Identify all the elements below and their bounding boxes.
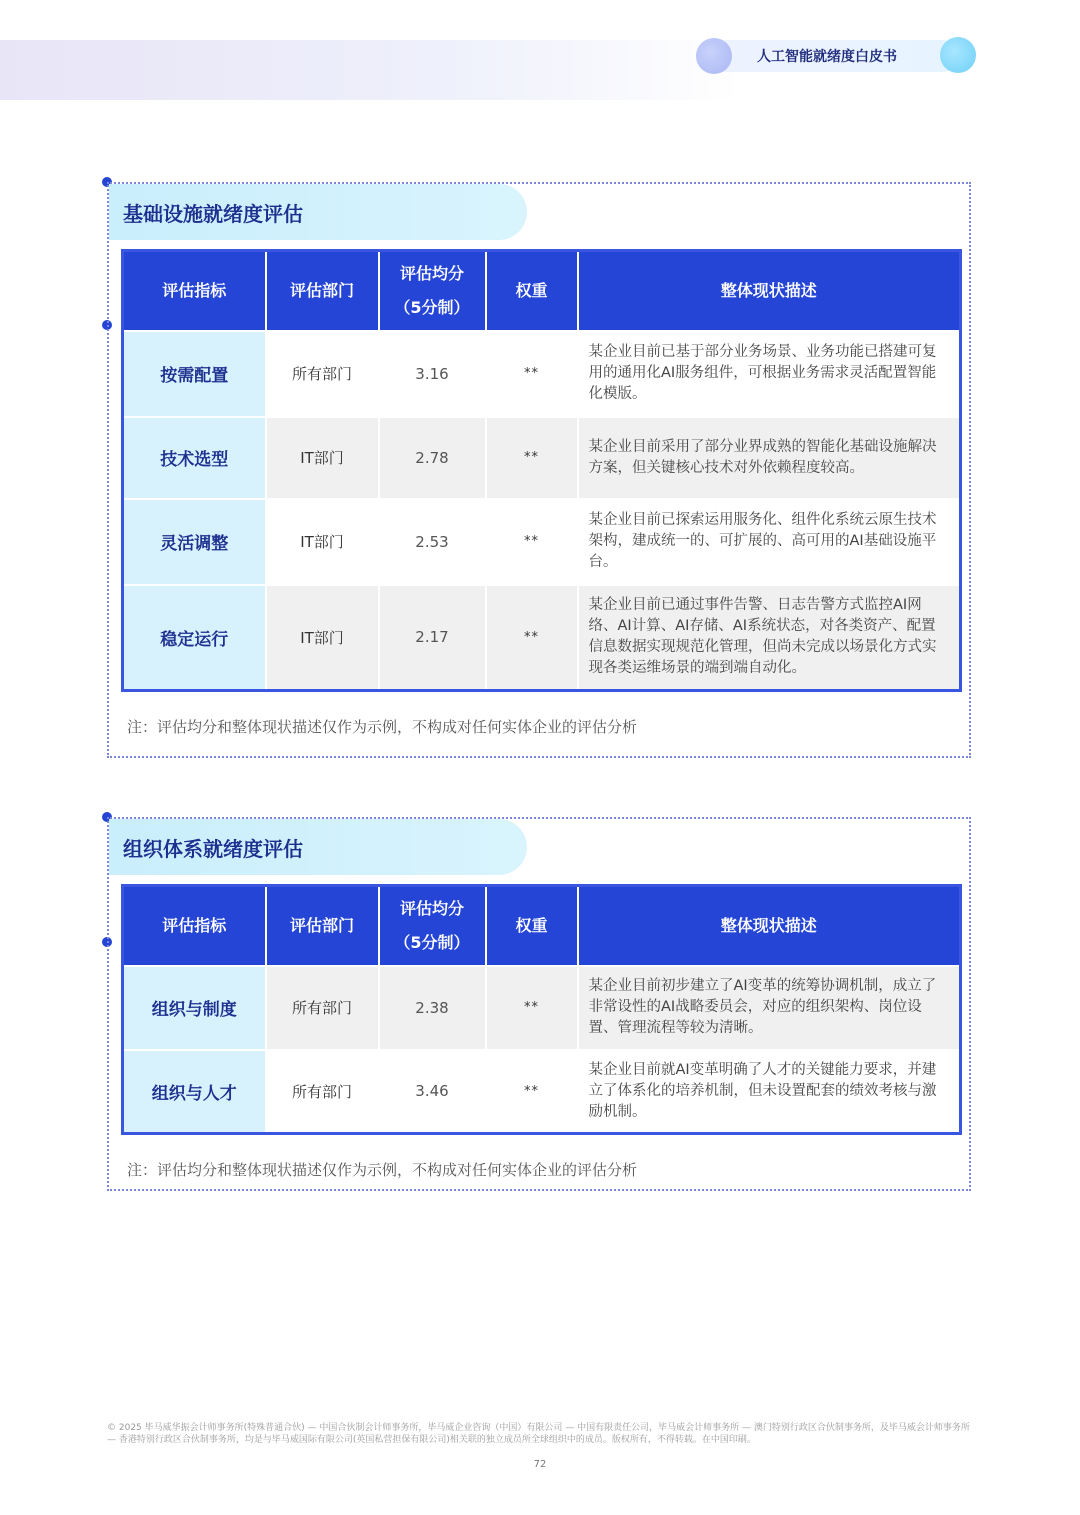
col-score-label: 评估均分 （5分制） [394, 263, 470, 317]
desc-cell: 某企业目前初步建立了AI变革的统筹协调机制，成立了非常设性的AI战略委员会，对应的组织架构、岗位设置、管理流程等较为清晰。 [578, 966, 961, 1050]
header-dot-left [696, 38, 732, 74]
score-cell: 2.78 [379, 417, 486, 499]
col-indicator: 评估指标 [123, 251, 266, 331]
score-cell: 2.17 [379, 585, 486, 691]
section-organization [107, 817, 971, 1191]
col-desc: 整体现状描述 [578, 886, 961, 966]
dept-cell: 所有部门 [266, 331, 379, 417]
col-dept: 评估部门 [266, 251, 379, 331]
table-note: 注：评估均分和整体现状描述仅作为示例，不构成对任何实体企业的评估分析 [127, 718, 638, 736]
score-cell: 2.38 [379, 966, 486, 1050]
indicator-cell: 稳定运行 [123, 585, 266, 691]
desc-cell: 某企业目前已探索运用服务化、组件化系统云原生技术架构，建成统一的、可扩展的、高可用的AI基础设施平台。 [578, 499, 961, 585]
header-dot-right [940, 37, 976, 73]
table-row [123, 331, 961, 417]
score-cell: 3.16 [379, 331, 486, 417]
weight-cell: ** [486, 499, 578, 585]
col-desc: 整体现状描述 [578, 251, 961, 331]
weight-cell: ** [486, 417, 578, 499]
section-infrastructure [107, 182, 971, 758]
evaluation-table [121, 249, 962, 692]
header-title-text: 人工智能就绪度白皮书 [757, 49, 897, 65]
header-title [696, 40, 958, 72]
evaluation-table [121, 884, 962, 1135]
table-header-row [123, 886, 961, 966]
table-row [123, 585, 961, 691]
col-dept: 评估部门 [266, 886, 379, 966]
desc-cell: 某企业目前就AI变革明确了人才的关键能力要求，并建立了体系化的培养机制，但未设置配套的绩效考核与激励机制。 [578, 1050, 961, 1134]
desc-cell: 某企业目前已基于部分业务场景、业务功能已搭建可复用的通用化AI服务组件，可根据业务需求灵活配置智能化模版。 [578, 331, 961, 417]
dept-cell: IT部门 [266, 585, 379, 691]
weight-cell: ** [486, 1050, 578, 1134]
table-row [123, 417, 961, 499]
col-weight: 权重 [486, 886, 578, 966]
table-header-row [123, 251, 961, 331]
col-score-label: 评估均分 （5分制） [394, 898, 470, 952]
section-title: 组织体系就绪度评估 [109, 819, 527, 875]
score-cell: 3.46 [379, 1050, 486, 1134]
indicator-cell: 按需配置 [123, 331, 266, 417]
indicator-cell: 灵活调整 [123, 499, 266, 585]
table-row [123, 499, 961, 585]
score-cell: 2.53 [379, 499, 486, 585]
indicator-cell: 组织与人才 [123, 1050, 266, 1134]
col-indicator: 评估指标 [123, 886, 266, 966]
weight-cell: ** [486, 585, 578, 691]
weight-cell: ** [486, 966, 578, 1050]
desc-cell: 某企业目前已通过事件告警、日志告警方式监控AI网络、AI计算、AI存储、AI系统状态，对各类资产、配置信息数据实现规范化管理，但尚未完成以场景化方式实现各类运维场景的端到端自动化。 [578, 585, 961, 691]
desc-cell: 某企业目前采用了部分业界成熟的智能化基础设施解决方案，但关键核心技术对外依赖程度较高。 [578, 417, 961, 499]
page-number: 72 [533, 1459, 547, 1470]
dept-cell: IT部门 [266, 417, 379, 499]
footer-copyright: © 2025 毕马威华振会计师事务所(特殊普通合伙) — 中国合伙制会计师事务所，毕马威企业咨询（中国）有限公司 — 中国有限责任公司，毕马威会计师事务所 — 澳门特别行政区合伙制事务所，及毕马威会计师事务所 — 香港特别行政区合伙制事务所，均是与毕马威国际有限公司(英国私营担保有限公司)相关联的独立成员所全球组织中的成员。版权所有，不得转载。在中国印刷。 [107, 1423, 970, 1445]
table-row [123, 966, 961, 1050]
dept-cell: 所有部门 [266, 1050, 379, 1134]
col-score [379, 251, 486, 331]
indicator-cell: 组织与制度 [123, 966, 266, 1050]
header-band [0, 40, 740, 100]
col-weight: 权重 [486, 251, 578, 331]
table-row [123, 1050, 961, 1134]
dept-cell: 所有部门 [266, 966, 379, 1050]
col-score [379, 886, 486, 966]
weight-cell: ** [486, 331, 578, 417]
dept-cell: IT部门 [266, 499, 379, 585]
indicator-cell: 技术选型 [123, 417, 266, 499]
section-title: 基础设施就绪度评估 [109, 184, 527, 240]
table-note: 注：评估均分和整体现状描述仅作为示例，不构成对任何实体企业的评估分析 [127, 1161, 638, 1179]
